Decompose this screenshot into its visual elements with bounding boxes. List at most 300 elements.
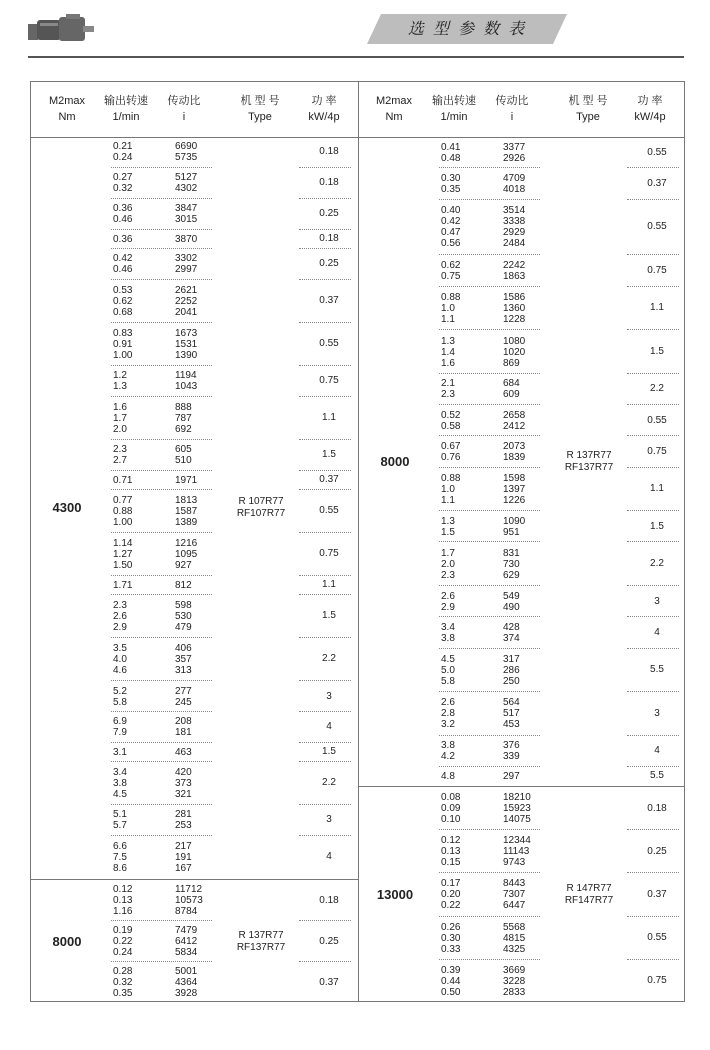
ratio-value: 406 xyxy=(175,642,192,654)
speed-value: 0.32 xyxy=(113,183,133,195)
model-line: R 137R77 xyxy=(238,929,284,941)
col-header-torque: M2max Nm xyxy=(48,95,86,123)
ratio-value: 787 xyxy=(175,412,192,424)
speed-cell xyxy=(113,370,127,392)
power-value: 0.55 xyxy=(319,338,339,350)
table-row xyxy=(31,533,358,576)
speed-value: 1.1 xyxy=(441,313,455,325)
ratio-value: 4325 xyxy=(503,943,526,955)
speed-value: 0.75 xyxy=(441,271,461,283)
speed-value: 0.46 xyxy=(113,264,133,276)
ratio-value: 374 xyxy=(503,632,520,644)
speed-value: 0.20 xyxy=(441,889,461,901)
ratio-cell xyxy=(175,600,192,633)
table-row xyxy=(31,366,358,397)
ratio-value: 1080 xyxy=(503,335,526,347)
ratio-cell xyxy=(175,495,197,528)
ratio-cell xyxy=(175,966,197,999)
speed-value: 0.12 xyxy=(441,835,461,847)
table-row xyxy=(31,440,358,471)
ratio-cell xyxy=(175,370,197,392)
model-line: R 147R77 xyxy=(566,883,612,894)
ratio-value: 3338 xyxy=(503,216,526,228)
speed-value: 0.56 xyxy=(441,238,461,250)
ratio-value: 4709 xyxy=(503,172,526,184)
col-header-power: 功 率 kW/4p xyxy=(308,95,340,123)
speed-cell xyxy=(441,697,455,730)
power-value: 0.55 xyxy=(647,932,667,944)
power-value: 0.18 xyxy=(319,146,339,158)
ratio-value: 629 xyxy=(503,569,520,581)
ratio-cell xyxy=(503,410,525,432)
ratio-value: 5735 xyxy=(175,152,198,164)
table-row xyxy=(31,576,358,595)
ratio-value: 245 xyxy=(175,696,192,708)
speed-value: 0.21 xyxy=(113,141,133,153)
speed-value: 0.12 xyxy=(113,884,133,895)
speed-value: 1.1 xyxy=(441,494,455,506)
power-value: 1.5 xyxy=(650,346,664,358)
ratio-value: 1226 xyxy=(503,494,526,506)
speed-value: 2.6 xyxy=(441,590,455,602)
speed-cell xyxy=(441,771,455,782)
speed-value: 0.30 xyxy=(441,932,461,944)
speed-value: 7.9 xyxy=(113,727,127,739)
ratio-value: 18210 xyxy=(503,792,531,804)
speed-value: 0.22 xyxy=(113,936,133,947)
speed-value: 0.91 xyxy=(113,338,133,350)
speed-cell xyxy=(113,580,132,591)
ratio-cell xyxy=(175,747,192,758)
speed-cell xyxy=(113,643,127,676)
col-header-torque: M2max Nm xyxy=(375,95,413,123)
ratio-value: 927 xyxy=(175,559,192,571)
ratio-value: 1043 xyxy=(175,381,198,393)
torque-block xyxy=(31,879,358,1003)
speed-cell xyxy=(113,475,132,486)
table-row xyxy=(31,638,358,681)
speed-cell xyxy=(113,686,127,708)
speed-value: 0.88 xyxy=(113,505,133,517)
torque-value: 4300 xyxy=(52,500,82,515)
speed-cell xyxy=(441,516,455,538)
ratio-cell xyxy=(503,473,525,506)
ratio-value: 2658 xyxy=(503,409,526,421)
ratio-value: 730 xyxy=(503,558,520,570)
speed-value: 0.62 xyxy=(441,260,461,272)
speed-value: 3.4 xyxy=(113,766,127,778)
speed-value: 0.13 xyxy=(113,895,133,906)
table-row xyxy=(359,468,684,512)
ratio-value: 1389 xyxy=(175,516,198,528)
speed-value: 1.27 xyxy=(113,548,133,560)
speed-value: 0.88 xyxy=(441,472,461,484)
ratio-cell xyxy=(503,378,520,400)
table-row xyxy=(359,511,684,542)
speed-cell xyxy=(113,716,127,738)
ratio-value: 6412 xyxy=(175,936,198,947)
ratio-cell xyxy=(503,965,525,998)
power-value: 1.5 xyxy=(650,520,664,532)
ratio-value: 4364 xyxy=(175,977,198,988)
ratio-value: 549 xyxy=(503,590,520,602)
speed-value: 5.0 xyxy=(441,664,455,676)
speed-value: 0.08 xyxy=(441,792,461,804)
table-row xyxy=(31,712,358,743)
speed-cell xyxy=(441,654,455,687)
table-row xyxy=(31,230,358,249)
ratio-value: 2041 xyxy=(175,306,198,318)
speed-cell xyxy=(441,878,460,911)
ratio-cell xyxy=(175,234,197,245)
ratio-cell xyxy=(503,205,525,249)
ratio-cell xyxy=(175,925,197,958)
model-type xyxy=(549,450,629,474)
table-row xyxy=(31,962,358,1003)
table-row xyxy=(359,405,684,436)
speed-value: 2.3 xyxy=(113,444,127,456)
speed-value: 0.42 xyxy=(113,253,133,265)
power-value: 4 xyxy=(326,851,332,863)
speed-cell xyxy=(113,172,132,194)
speed-value: 5.8 xyxy=(441,675,455,687)
model-type xyxy=(221,930,301,954)
speed-value: 0.88 xyxy=(441,291,461,303)
speed-value: 5.8 xyxy=(113,696,127,708)
speed-cell xyxy=(441,173,460,195)
power-value: 0.55 xyxy=(319,505,339,517)
speed-value: 0.19 xyxy=(113,925,133,936)
ratio-cell xyxy=(503,292,525,325)
ratio-cell xyxy=(175,253,197,275)
ratio-value: 1216 xyxy=(175,537,198,549)
ratio-value: 1020 xyxy=(503,346,526,358)
power-value: 0.55 xyxy=(647,146,667,158)
speed-cell xyxy=(441,965,460,998)
speed-value: 8.6 xyxy=(113,862,127,874)
power-value: 0.37 xyxy=(319,295,339,307)
speed-value: 1.0 xyxy=(441,483,455,495)
table-panel-left xyxy=(30,81,359,1002)
ratio-value: 10573 xyxy=(175,895,203,906)
speed-value: 1.71 xyxy=(113,579,133,591)
ratio-value: 1090 xyxy=(503,515,526,527)
col-header-model: 机 型 号 Type xyxy=(240,95,280,123)
torque-block xyxy=(31,137,358,879)
ratio-value: 3669 xyxy=(503,964,526,976)
ratio-value: 1863 xyxy=(503,271,526,283)
table-row xyxy=(359,200,684,256)
speed-cell xyxy=(113,841,127,874)
table-row xyxy=(31,595,358,638)
speed-value: 2.9 xyxy=(113,621,127,633)
ratio-value: 3870 xyxy=(175,233,198,245)
ratio-value: 7479 xyxy=(175,925,198,936)
speed-value: 2.9 xyxy=(441,601,455,613)
speed-value: 1.3 xyxy=(441,335,455,347)
speed-value: 0.67 xyxy=(441,440,461,452)
speed-value: 0.36 xyxy=(113,233,133,245)
ratio-value: 281 xyxy=(175,809,192,821)
speed-cell xyxy=(113,925,132,958)
speed-value: 6.6 xyxy=(113,840,127,852)
speed-value: 2.0 xyxy=(113,423,127,435)
ratio-value: 831 xyxy=(503,547,520,559)
speed-value: 0.53 xyxy=(113,284,133,296)
gearmotor-icon xyxy=(28,14,96,44)
ratio-value: 530 xyxy=(175,610,192,622)
speed-value: 0.50 xyxy=(441,986,461,998)
torque-value: 8000 xyxy=(52,933,82,949)
ratio-value: 1360 xyxy=(503,302,526,314)
ratio-value: 5001 xyxy=(175,966,198,977)
table-row xyxy=(359,960,684,1003)
power-value: 0.37 xyxy=(319,474,339,486)
ratio-value: 321 xyxy=(175,788,192,800)
speed-cell xyxy=(113,966,132,999)
ratio-value: 3302 xyxy=(175,253,198,265)
table-row xyxy=(31,199,358,230)
table-row xyxy=(31,137,358,168)
speed-cell xyxy=(441,410,460,432)
col-header-speed: 输出转速 1/min xyxy=(432,95,476,123)
table-row xyxy=(359,168,684,199)
speed-value: 1.00 xyxy=(113,349,133,361)
ratio-cell xyxy=(175,172,197,194)
ratio-value: 605 xyxy=(175,444,192,456)
ratio-value: 4018 xyxy=(503,183,526,195)
ratio-value: 490 xyxy=(503,601,520,613)
speed-cell xyxy=(113,538,132,571)
speed-value: 0.09 xyxy=(441,803,461,815)
speed-value: 0.52 xyxy=(441,409,461,421)
speed-value: 2.6 xyxy=(441,697,455,709)
ratio-value: 2242 xyxy=(503,260,526,272)
ratio-value: 479 xyxy=(175,621,192,633)
ratio-cell xyxy=(503,654,520,687)
ratio-value: 517 xyxy=(503,708,520,720)
ratio-value: 564 xyxy=(503,697,520,709)
ratio-value: 167 xyxy=(175,862,192,874)
ratio-cell xyxy=(175,580,192,591)
speed-cell xyxy=(113,747,127,758)
speed-value: 2.7 xyxy=(113,455,127,467)
table-row xyxy=(359,287,684,331)
speed-value: 0.30 xyxy=(441,172,461,184)
speed-cell xyxy=(113,600,127,633)
ratio-value: 15923 xyxy=(503,803,531,815)
speed-cell xyxy=(441,292,460,325)
ratio-cell xyxy=(503,336,525,369)
ratio-value: 812 xyxy=(175,579,192,591)
power-value: 0.18 xyxy=(319,177,339,189)
ratio-cell xyxy=(175,328,197,361)
power-value: 1.1 xyxy=(322,412,336,424)
power-value: 5.5 xyxy=(650,664,664,676)
ratio-cell xyxy=(503,260,525,282)
speed-cell xyxy=(441,591,455,613)
speed-value: 0.41 xyxy=(441,141,461,153)
power-value: 4 xyxy=(654,745,660,757)
ratio-cell xyxy=(503,771,520,782)
speed-cell xyxy=(441,441,460,463)
speed-value: 1.0 xyxy=(441,302,455,314)
power-value: 4 xyxy=(654,626,660,638)
ratio-value: 609 xyxy=(503,389,520,401)
speed-value: 0.26 xyxy=(441,921,461,933)
ratio-value: 4815 xyxy=(503,932,526,944)
speed-value: 1.16 xyxy=(113,906,133,917)
ratio-cell xyxy=(503,142,525,164)
speed-value: 1.7 xyxy=(441,547,455,559)
speed-value: 0.35 xyxy=(113,988,133,999)
power-value: 0.25 xyxy=(319,208,339,220)
model-line: R 137R77 xyxy=(566,449,612,461)
ratio-value: 463 xyxy=(175,746,192,758)
speed-value: 3.8 xyxy=(113,777,127,789)
table-row xyxy=(31,805,358,836)
speed-cell xyxy=(441,260,460,282)
ratio-value: 8443 xyxy=(503,878,526,890)
ratio-value: 1673 xyxy=(175,327,198,339)
ratio-value: 3847 xyxy=(175,203,198,215)
speed-cell xyxy=(113,285,132,318)
ratio-cell xyxy=(503,516,525,538)
speed-cell xyxy=(441,740,455,762)
speed-value: 1.50 xyxy=(113,559,133,571)
ratio-value: 217 xyxy=(175,840,192,852)
ratio-value: 2621 xyxy=(175,284,198,296)
table-row xyxy=(359,586,684,617)
power-value: 0.75 xyxy=(319,548,339,560)
ratio-cell xyxy=(503,591,520,613)
table-row xyxy=(359,649,684,693)
power-value: 2.2 xyxy=(650,383,664,395)
ratio-value: 1587 xyxy=(175,505,198,517)
speed-value: 0.24 xyxy=(113,947,133,958)
power-value: 0.55 xyxy=(647,221,667,233)
ratio-value: 2412 xyxy=(503,420,526,432)
speed-value: 0.15 xyxy=(441,857,461,869)
speed-cell xyxy=(441,142,460,164)
speed-cell xyxy=(113,809,127,831)
speed-value: 5.1 xyxy=(113,809,127,821)
ratio-value: 376 xyxy=(503,740,520,752)
table-row xyxy=(31,471,358,490)
speed-value: 1.3 xyxy=(441,515,455,527)
model-type xyxy=(221,496,301,520)
ratio-cell xyxy=(175,538,197,571)
power-value: 0.75 xyxy=(647,265,667,277)
power-value: 0.75 xyxy=(647,445,667,457)
power-value: 2.2 xyxy=(650,558,664,570)
ratio-cell xyxy=(503,622,520,644)
speed-value: 1.3 xyxy=(113,381,127,393)
speed-value: 3.2 xyxy=(441,719,455,731)
speed-value: 4.5 xyxy=(113,788,127,800)
model-line: RF137R77 xyxy=(236,941,286,953)
table-row xyxy=(359,736,684,767)
ratio-cell xyxy=(175,686,192,708)
speed-value: 1.2 xyxy=(113,370,127,382)
table-row xyxy=(359,255,684,286)
ratio-value: 313 xyxy=(175,664,192,676)
header-rule xyxy=(28,56,684,58)
ratio-cell xyxy=(503,173,525,195)
speed-cell xyxy=(441,378,455,400)
torque-block xyxy=(359,786,684,1003)
speed-value: 2.8 xyxy=(441,708,455,720)
table-row xyxy=(31,168,358,199)
speed-cell xyxy=(113,253,132,275)
ratio-value: 2926 xyxy=(503,152,526,164)
power-value: 3 xyxy=(326,814,332,826)
speed-value: 2.1 xyxy=(441,378,455,390)
speed-value: 0.83 xyxy=(113,327,133,339)
speed-value: 2.0 xyxy=(441,558,455,570)
speed-cell xyxy=(113,141,132,163)
ratio-value: 1586 xyxy=(503,291,526,303)
ratio-value: 1397 xyxy=(503,483,526,495)
page-title: 选 型 参 数 表 xyxy=(407,19,527,38)
speed-value: 0.40 xyxy=(441,205,461,217)
speed-cell xyxy=(113,495,132,528)
speed-cell xyxy=(113,767,127,800)
speed-value: 0.28 xyxy=(113,966,133,977)
ratio-value: 888 xyxy=(175,401,192,413)
speed-value: 0.39 xyxy=(441,964,461,976)
speed-value: 3.4 xyxy=(441,621,455,633)
speed-cell xyxy=(113,203,132,225)
table-row xyxy=(359,330,684,374)
ratio-cell xyxy=(503,835,531,868)
torque-value: 13000 xyxy=(376,887,414,902)
power-value: 0.25 xyxy=(319,258,339,270)
ratio-value: 357 xyxy=(175,653,192,665)
speed-cell xyxy=(441,835,460,868)
speed-value: 4.8 xyxy=(441,770,455,782)
speed-cell xyxy=(441,205,460,249)
ratio-value: 9743 xyxy=(503,857,526,869)
speed-value: 0.36 xyxy=(113,203,133,215)
ratio-value: 8784 xyxy=(175,906,198,917)
power-value: 2.2 xyxy=(322,777,336,789)
table-header xyxy=(359,82,684,138)
ratio-value: 250 xyxy=(503,675,520,687)
ratio-value: 6690 xyxy=(175,141,198,153)
ratio-value: 1531 xyxy=(175,338,198,350)
ratio-value: 2997 xyxy=(175,264,198,276)
speed-value: 1.7 xyxy=(113,412,127,424)
ratio-value: 1971 xyxy=(175,474,198,486)
ratio-cell xyxy=(175,402,192,435)
torque-value: 8000 xyxy=(380,453,410,469)
ratio-cell xyxy=(503,922,525,955)
speed-value: 4.6 xyxy=(113,664,127,676)
power-value: 5.5 xyxy=(650,770,664,782)
ratio-cell xyxy=(175,203,197,225)
speed-value: 0.24 xyxy=(113,152,133,164)
ratio-value: 1813 xyxy=(175,494,198,506)
ratio-cell xyxy=(503,697,520,730)
speed-value: 0.48 xyxy=(441,152,461,164)
ratio-cell xyxy=(503,441,525,463)
ratio-value: 2073 xyxy=(503,440,526,452)
ratio-value: 11143 xyxy=(503,846,530,858)
ratio-value: 2484 xyxy=(503,238,526,250)
ratio-value: 453 xyxy=(503,719,520,731)
table-row xyxy=(359,917,684,960)
